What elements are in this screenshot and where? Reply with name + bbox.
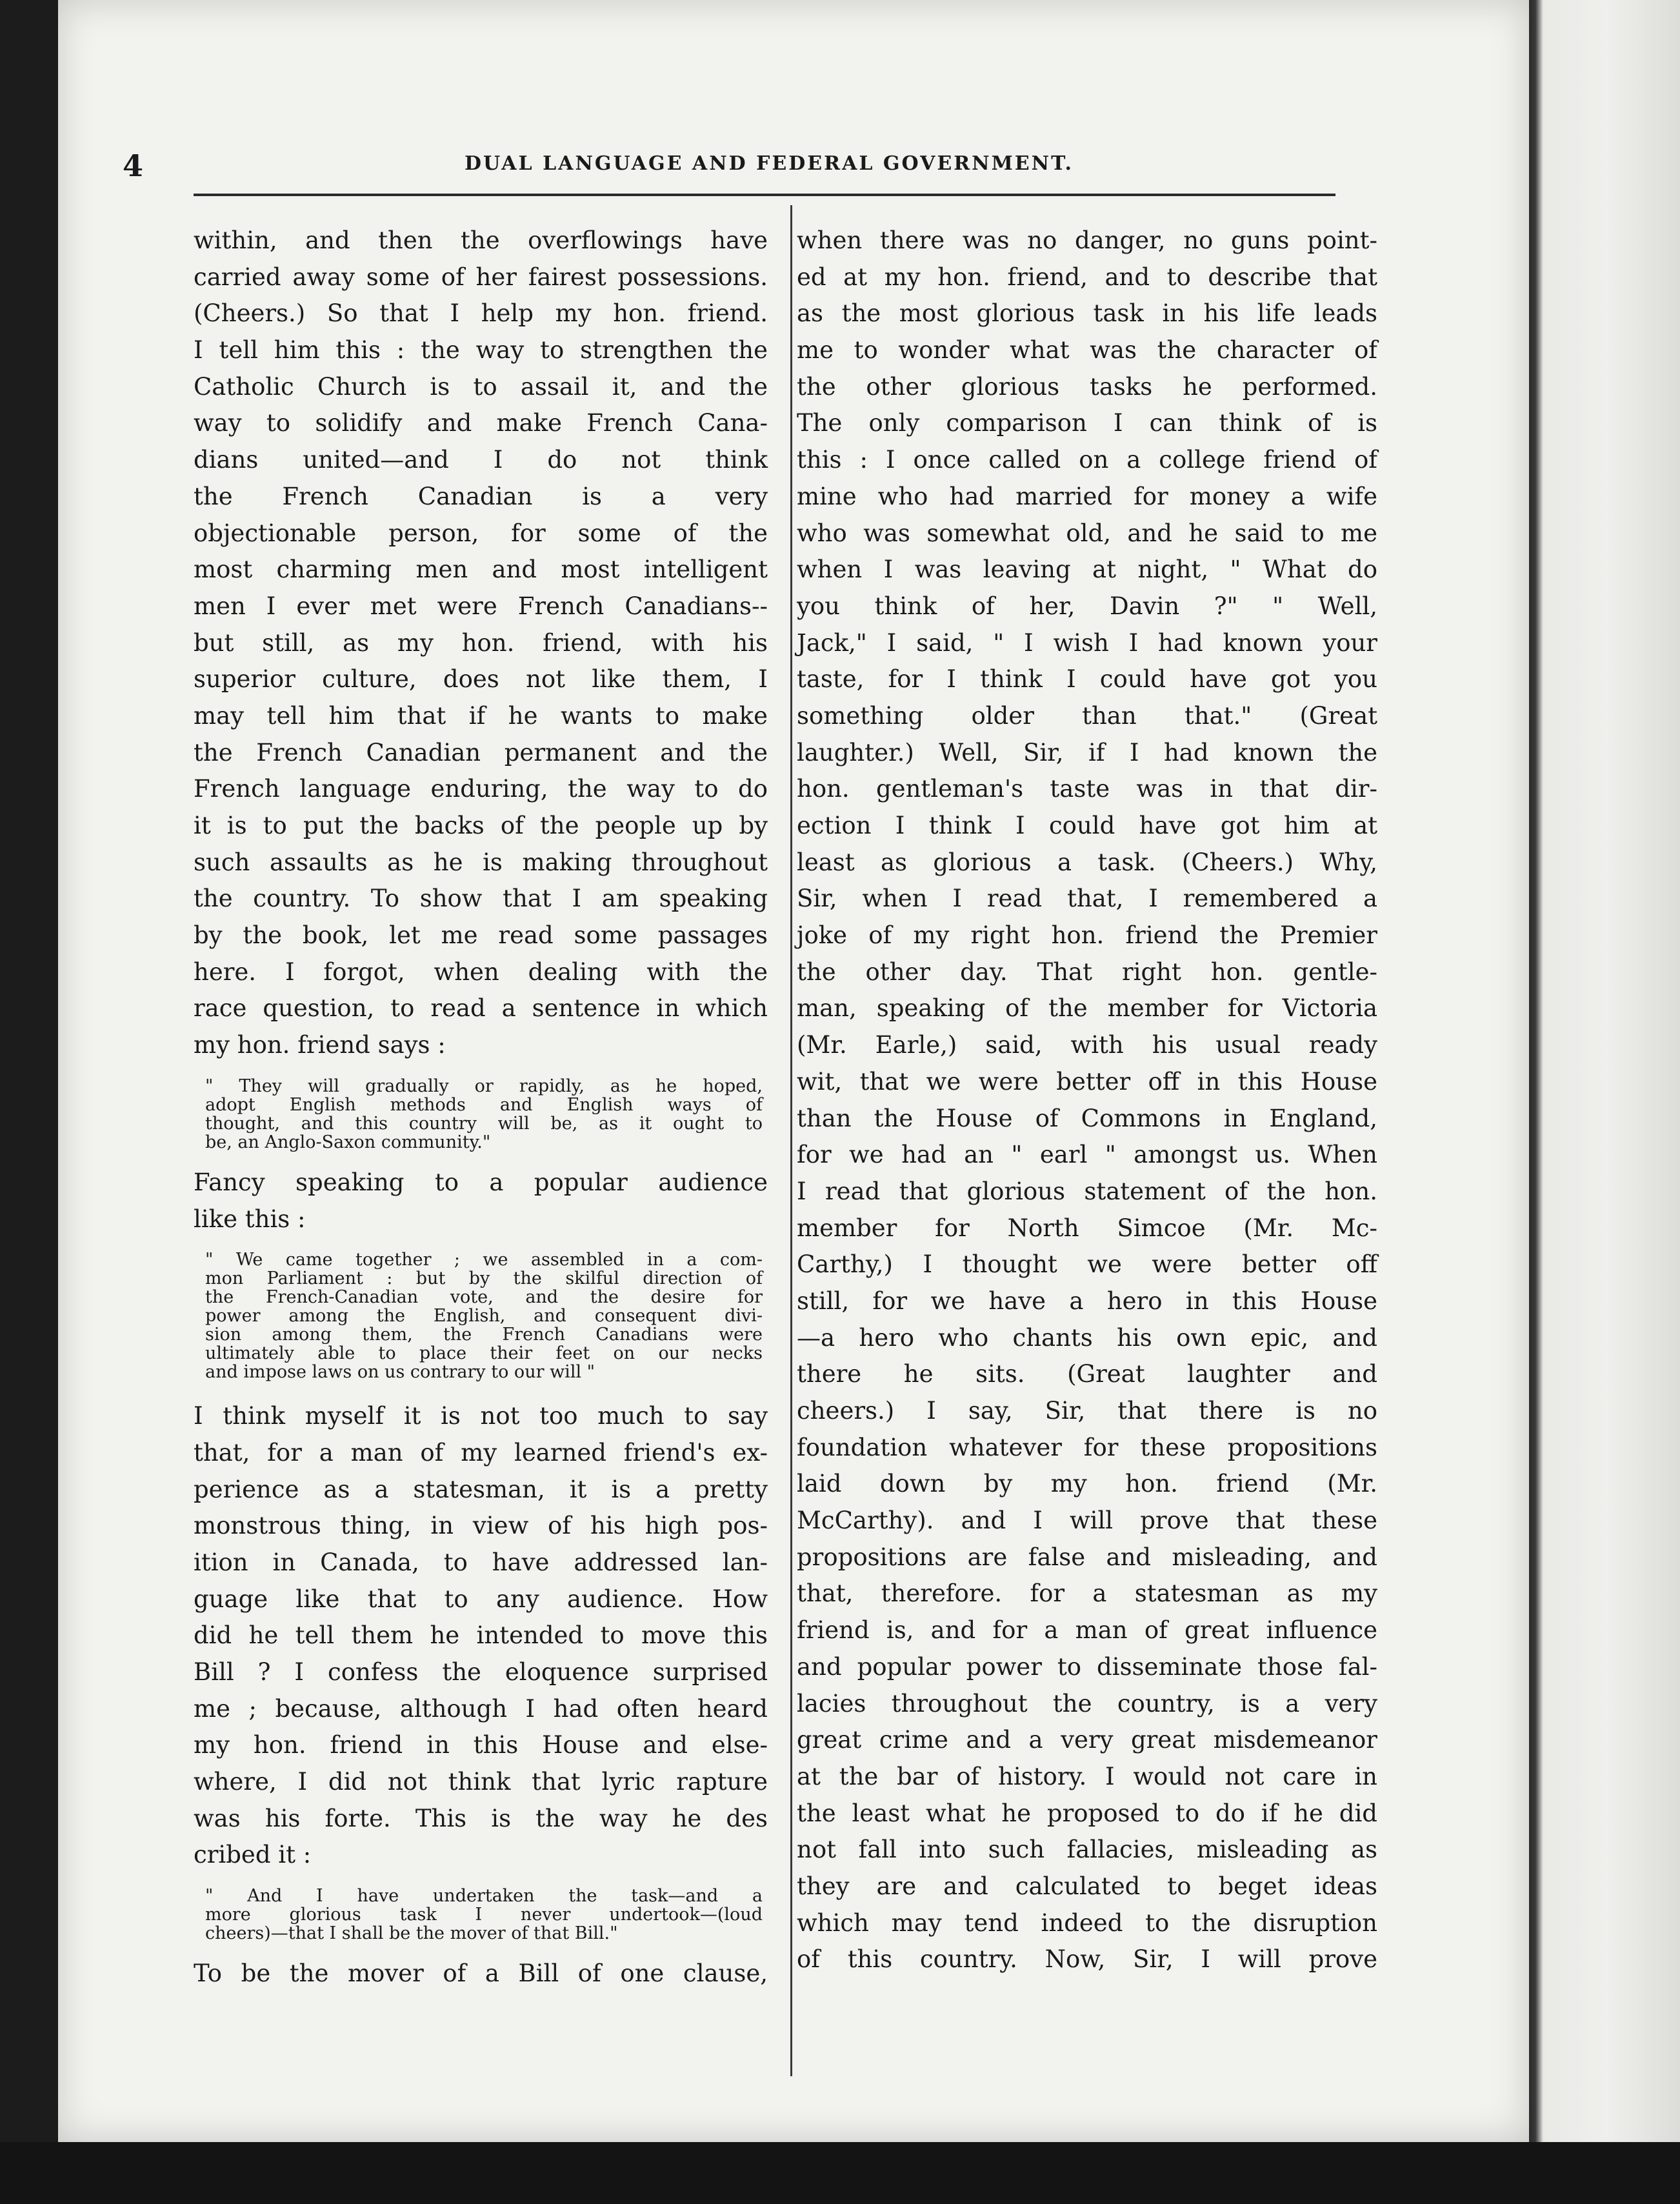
text-line: monstrous thing, in view of his high pos-: [194, 1512, 768, 1540]
text-line: (Cheers.) So that I help my hon. friend.: [194, 299, 768, 328]
text-line: here. I forgot, when dealing with the: [194, 957, 768, 986]
text-line: this : I once called on a college friend of: [797, 446, 1377, 474]
text-line: like this :: [194, 1205, 306, 1233]
text-line: they are and calculated to beget ideas: [797, 1872, 1377, 1900]
text-line: something older than that." (Great: [797, 701, 1377, 730]
text-line: ed at my hon. friend, and to describe that: [797, 263, 1377, 291]
text-line: perience as a statesman, it is a pretty: [194, 1475, 768, 1503]
quote-line: thought, and this country will be, as it ought to: [205, 1113, 763, 1134]
text-line: that, for a man of my learned friend's ex-: [194, 1438, 768, 1467]
quote-line: ultimately able to place their feet on our necks: [205, 1343, 763, 1364]
text-line: when there was no danger, no guns point-: [797, 226, 1377, 254]
text-line: laid down by my hon. friend (Mr.: [797, 1470, 1377, 1498]
quote-line: more glorious task I never undertook—(loud: [205, 1905, 763, 1925]
quote-line: " They will gradually or rapidly, as he hoped,: [205, 1076, 763, 1096]
text-line: French language enduring, the way to do: [194, 775, 768, 803]
text-line: friend is, and for a man of great influence: [797, 1616, 1377, 1645]
quote-line: mon Parliament : but by the skilful direction of: [205, 1268, 763, 1289]
text-line: man, speaking of the member for Victoria: [797, 994, 1377, 1023]
text-line: Catholic Church is to assail it, and the: [194, 372, 768, 401]
text-line: foundation whatever for these propositions: [797, 1433, 1377, 1461]
text-line: The only comparison I can think of is: [797, 409, 1377, 437]
paragraph-2: [194, 1165, 768, 1237]
page-number: 4: [123, 148, 144, 183]
text-line: when I was leaving at night, " What do: [797, 556, 1377, 584]
text-line: me to wonder what was the character of: [797, 336, 1377, 365]
text-line: was his forte. This is the way he des: [194, 1804, 768, 1832]
paragraph-1: [194, 223, 768, 1064]
text-line: To be the mover of a Bill of one clause,: [194, 1959, 768, 1988]
text-line: by the book, let me read some passages: [194, 921, 768, 950]
text-line: way to solidify and make French Cana-: [194, 409, 768, 437]
text-line: cheers.) I say, Sir, that there is no: [797, 1397, 1377, 1425]
text-line: my hon. friend in this House and else-: [194, 1731, 768, 1759]
quote-line: " And I have undertaken the task—and a: [205, 1886, 763, 1907]
text-line: ection I think I could have got him at: [797, 812, 1377, 839]
paragraph-4: [194, 1956, 768, 1992]
text-line: Fancy speaking to a popular audience: [194, 1168, 768, 1196]
text-line: you think of her, Davin ?" " Well,: [797, 592, 1377, 620]
text-line: at the bar of history. I would not care in: [797, 1762, 1377, 1790]
quote-3: [194, 1887, 768, 1943]
right-paragraph: [797, 223, 1377, 1978]
text-line: the other glorious tasks he performed.: [797, 372, 1377, 401]
quote-line: be, an Anglo-Saxon community.": [205, 1132, 491, 1152]
text-line: propositions are false and misleading, and: [797, 1543, 1377, 1571]
text-line: McCarthy). and I will prove that these: [797, 1507, 1377, 1535]
text-line: men I ever met were French Canadians--: [194, 592, 768, 620]
text-line: such assaults as he is making throughout: [194, 848, 768, 876]
text-line: but still, as my hon. friend, with his: [194, 628, 768, 657]
text-line: wit, that we were better off in this House: [797, 1067, 1377, 1096]
text-line: guage like that to any audience. How: [194, 1585, 768, 1613]
text-line: Sir, when I read that, I remembered a: [797, 885, 1377, 913]
text-line: —a hero who chants his own epic, and: [797, 1323, 1377, 1352]
text-line: race question, to read a sentence in which: [194, 994, 768, 1023]
quote-2: [194, 1250, 768, 1381]
quote-line: sion among them, the French Canadians were: [205, 1325, 763, 1345]
text-line: did he tell them he intended to move this: [194, 1621, 768, 1650]
text-line: ition in Canada, to have addressed lan-: [194, 1548, 768, 1576]
paragraph-3: [194, 1398, 768, 1874]
text-line: not fall into such fallacies, misleading as: [797, 1836, 1377, 1864]
right-column: [797, 223, 1377, 1978]
text-line: may tell him that if he wants to make: [194, 701, 768, 730]
text-line: as the most glorious task in his life leads: [797, 299, 1377, 328]
text-line: where, I did not think that lyric rapture: [194, 1768, 768, 1796]
quote-1: [194, 1077, 768, 1152]
quote-line: cheers)—that I shall be the mover of that Bill.": [205, 1923, 618, 1944]
text-line: joke of my right hon. friend the Premier: [797, 921, 1377, 950]
text-line: I read that glorious statement of the hon.: [797, 1177, 1377, 1205]
text-line: most charming men and most intelligent: [194, 556, 768, 584]
text-line: Carthy,) I thought we were better off: [797, 1250, 1377, 1279]
text-line: the country. To show that I am speaking: [194, 885, 768, 913]
text-line: that, therefore. for a statesman as my: [797, 1579, 1377, 1608]
running-title: DUAL LANGUAGE AND FEDERAL GOVERNMENT.: [465, 152, 1074, 175]
text-line: the French Canadian is a very: [194, 482, 768, 510]
text-line: still, for we have a hero in this House: [797, 1287, 1377, 1315]
text-line: Jack," I said, " I wish I had known your: [797, 628, 1377, 657]
text-line: and popular power to disseminate those fal-: [797, 1652, 1377, 1681]
text-line: than the House of Commons in England,: [797, 1104, 1377, 1132]
quote-line: power among the English, and consequent divi-: [205, 1306, 763, 1327]
left-column: [194, 223, 768, 1992]
text-line: there he sits. (Great laughter and: [797, 1360, 1377, 1388]
text-line: dians united—and I do not think: [194, 446, 768, 474]
text-line: lacies throughout the country, is a very: [797, 1689, 1377, 1718]
text-line: within, and then the overflowings have: [194, 226, 768, 254]
text-line: laughter.) Well, Sir, if I had known the: [797, 738, 1377, 766]
text-line: carried away some of her fairest possessions.: [194, 263, 768, 291]
text-line: the other day. That right hon. gentle-: [797, 957, 1377, 986]
text-line: superior culture, does not like them, I: [194, 665, 768, 694]
text-line: least as glorious a task. (Cheers.) Why,: [797, 848, 1377, 876]
text-line: the least what he proposed to do if he did: [797, 1799, 1377, 1827]
quote-line: and impose laws on us contrary to our will ": [205, 1362, 595, 1383]
text-line: Bill ? I confess the eloquence surprised: [194, 1658, 768, 1686]
text-line: (Mr. Earle,) said, with his usual ready: [797, 1031, 1377, 1059]
text-line: member for North Simcoe (Mr. Mc-: [797, 1214, 1377, 1242]
text-line: great crime and a very great misdemeanor: [797, 1726, 1377, 1754]
text-line: me ; because, although I had often heard: [194, 1694, 768, 1723]
text-line: taste, for I think I could have got you: [797, 665, 1377, 694]
adjacent-page-edge: [1529, 0, 1680, 2155]
column-divider: [790, 205, 792, 2076]
text-line: which may tend indeed to the disruption: [797, 1908, 1377, 1937]
text-line: my hon. friend says :: [194, 1031, 446, 1059]
text-line: mine who had married for money a wife: [797, 482, 1377, 510]
text-line: for we had an " earl " amongst us. When: [797, 1141, 1377, 1169]
quote-line: adopt English methods and English ways of: [205, 1094, 763, 1115]
scan-border: [0, 2142, 1680, 2204]
quote-line: " We came together ; we assembled in a com-: [205, 1250, 763, 1270]
text-line: I think myself it is not too much to say: [194, 1402, 768, 1430]
text-line: objectionable person, for some of the: [194, 519, 768, 547]
header-rule: [194, 194, 1335, 196]
quote-line: the French-Canadian vote, and the desire for: [205, 1287, 763, 1308]
text-line: I tell him this : the way to strengthen the: [194, 336, 768, 365]
text-line: it is to put the backs of the people up by: [194, 812, 768, 839]
text-line: of this country. Now, Sir, I will prove: [797, 1945, 1377, 1974]
text-line: hon. gentleman's taste was in that dir-: [797, 775, 1377, 803]
text-line: who was somewhat old, and he said to me: [797, 519, 1377, 547]
text-line: cribed it :: [194, 1841, 312, 1869]
text-line: the French Canadian permanent and the: [194, 738, 768, 766]
